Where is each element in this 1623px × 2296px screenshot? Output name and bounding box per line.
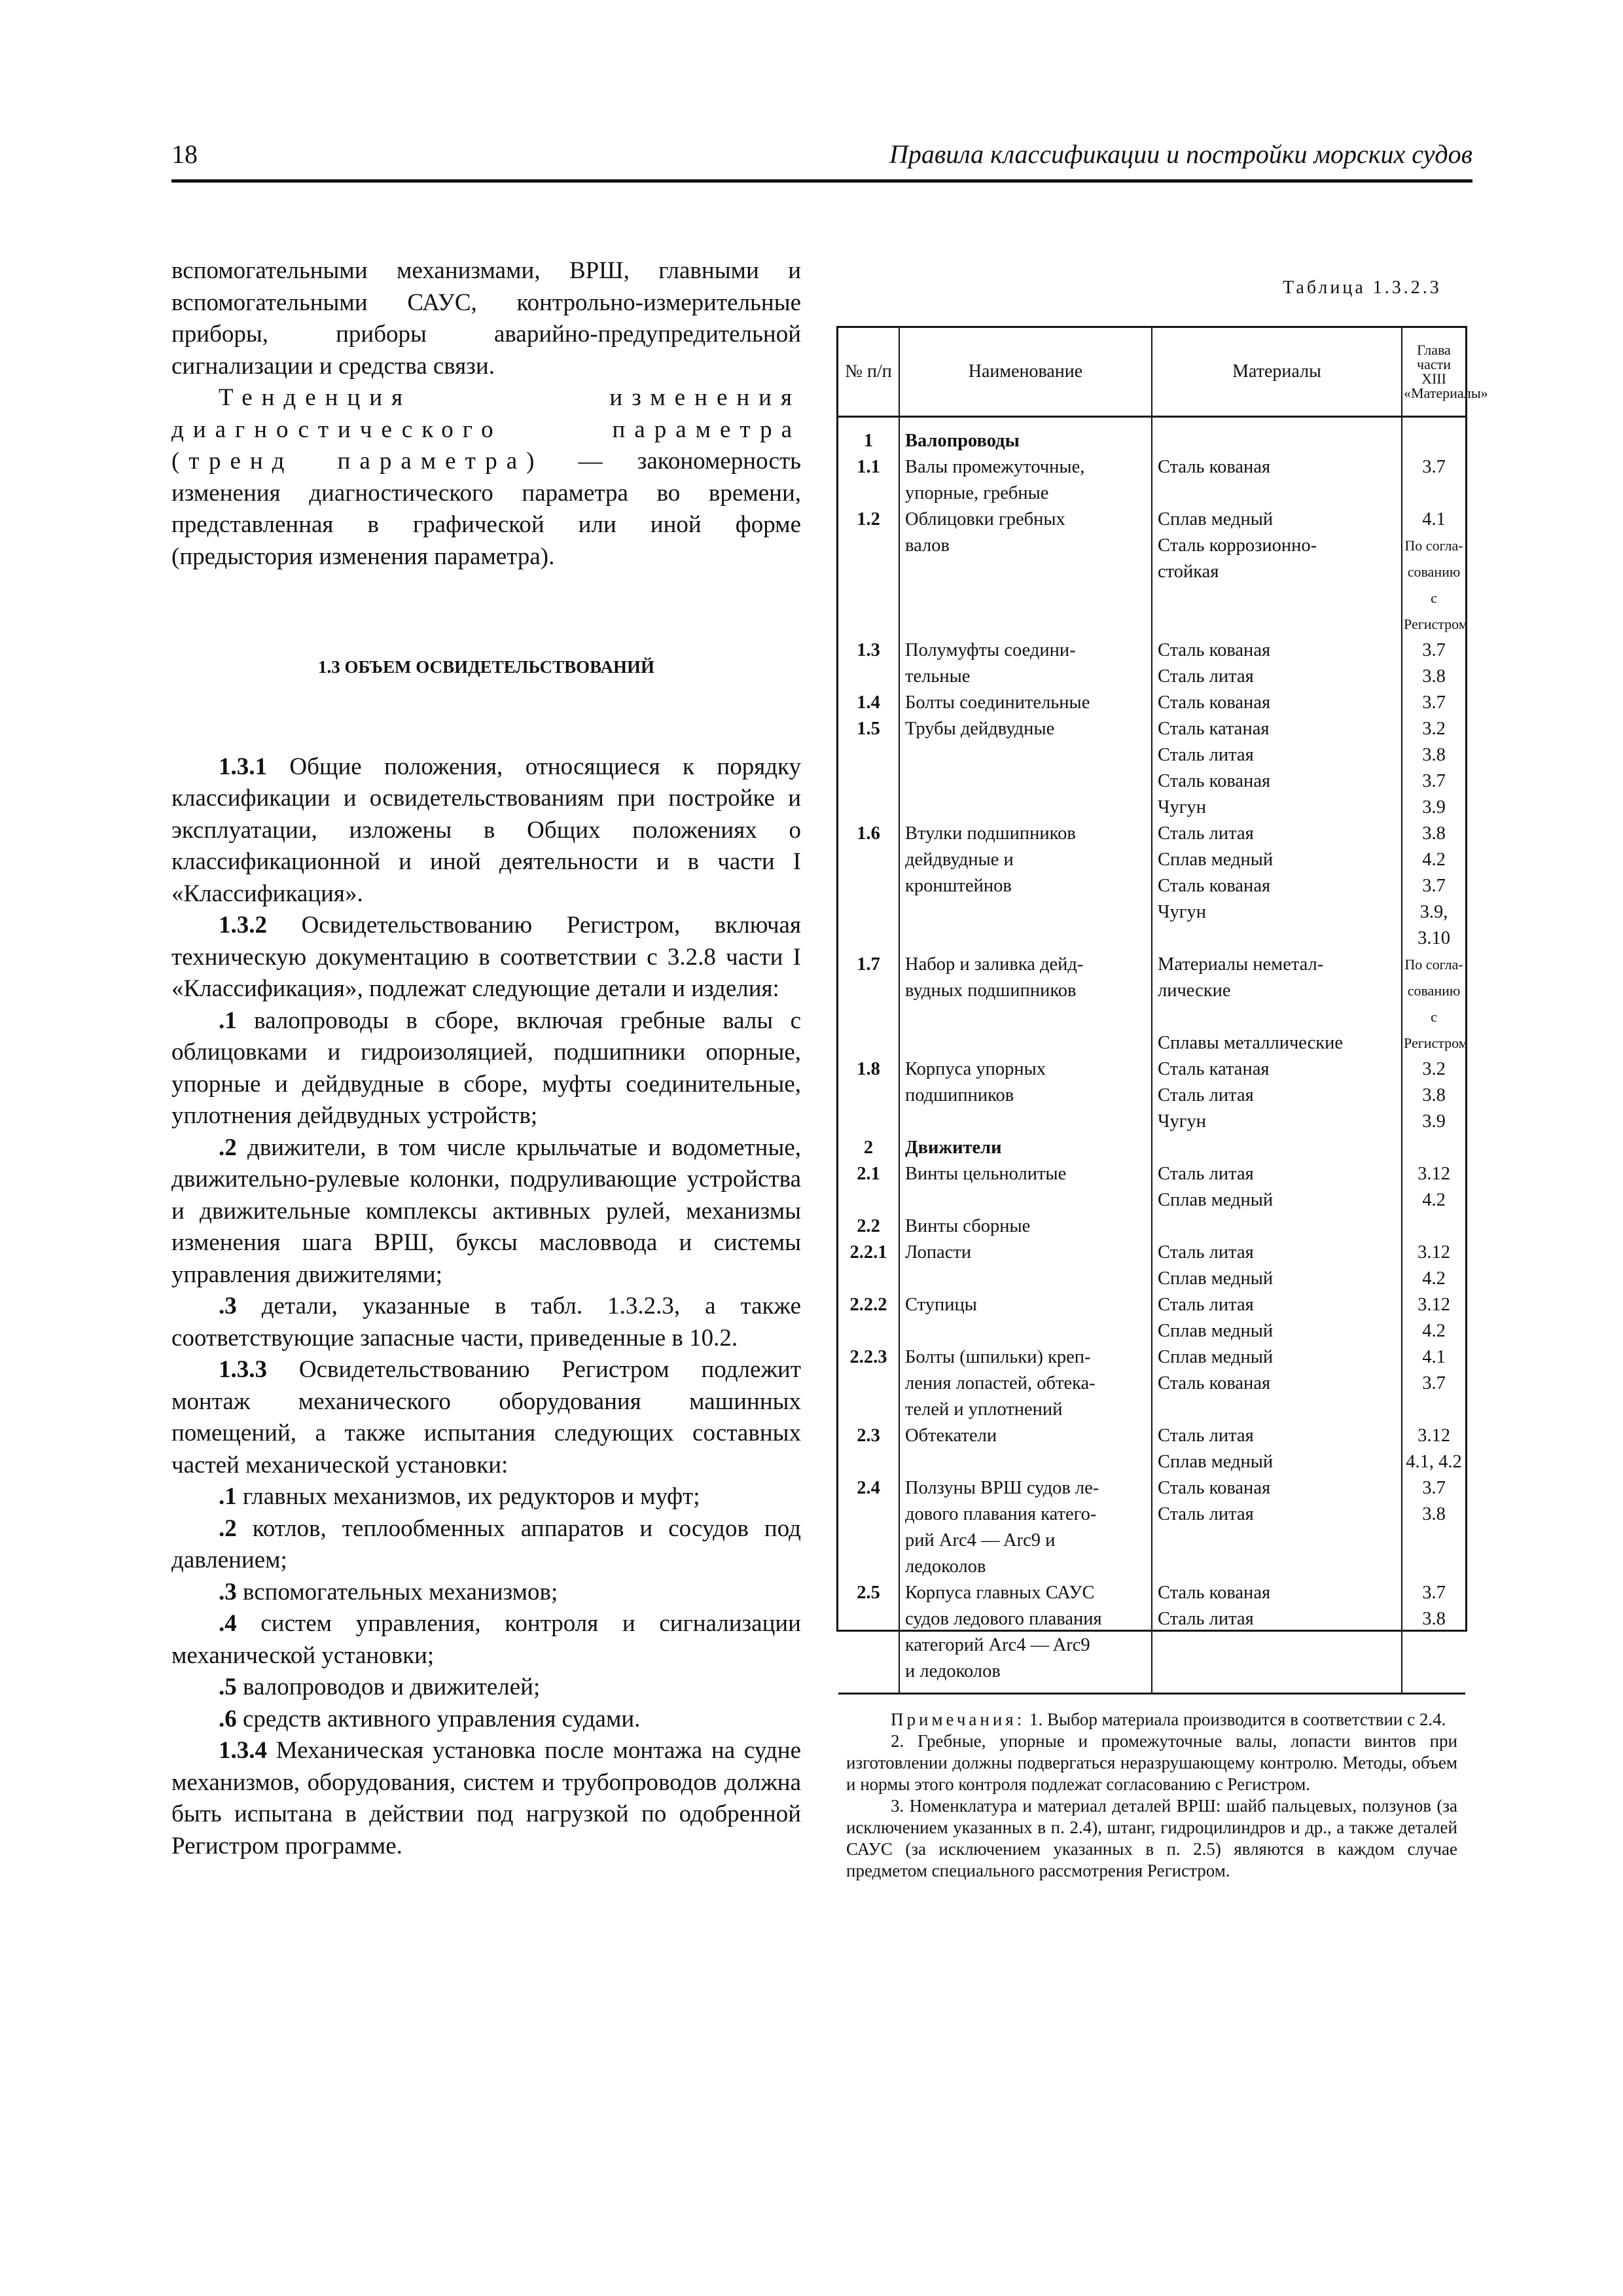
row-number [838, 664, 899, 690]
row-chapter: 4.2 [1422, 1268, 1446, 1289]
table-row [838, 480, 1465, 507]
row-material [1152, 480, 1402, 507]
row-name: упорные, гребные [899, 480, 1152, 507]
row-number [838, 899, 899, 952]
row-material: Сталь литая [1152, 1606, 1402, 1632]
row-name: категорий Arc4 — Arc9 [899, 1632, 1152, 1659]
table-row [838, 1397, 1465, 1423]
table-row [838, 690, 1465, 716]
row-number: 1.3 [838, 637, 899, 664]
table-row [838, 795, 1465, 821]
row-chapter: 3.12 [1418, 1242, 1450, 1263]
table-row [838, 637, 1465, 664]
list-item: .6 средств активного управления судами. [219, 1705, 641, 1732]
table-row [838, 1606, 1465, 1632]
table-row [838, 559, 1465, 611]
row-number [838, 978, 899, 1030]
row-number: 2.2.1 [838, 1240, 899, 1266]
row-chapter: По согла- [1404, 956, 1463, 973]
row-number: 2.2.2 [838, 1292, 899, 1318]
row-material: Чугун [1152, 795, 1402, 821]
row-name: подшипников [899, 1083, 1152, 1109]
row-chapter: 3.7 [1422, 457, 1446, 477]
row-material [1152, 417, 1402, 455]
row-name: рий Arc4 — Arc9 и [899, 1528, 1152, 1554]
note: 3. Номенклатура и материал деталей ВРШ: шайб пальцевых, ползунов (за исключением указанных в п. 2.4), штанг, гидроцилиндров и др., а также деталей САУС (за исключением указанных в п. 2.5) являются в каждом случае предметом специального рассмотрения Регистром. [846, 1796, 1457, 1880]
row-material: Сталь литая [1152, 1240, 1402, 1266]
row-chapter: 3.8 [1422, 823, 1446, 844]
row-chapter: 3.12 [1418, 1295, 1450, 1315]
paragraph: 1.3.4 Механическая установка после монтажа на судне механизмов, оборудования, систем и трубопроводов должна быть испытана в действии под нагрузкой по одобренной Регистром программе. [171, 1737, 801, 1859]
clause-number: 1.3.4 [219, 1737, 267, 1764]
row-material: Сталь литая [1152, 821, 1402, 847]
row-number: 1.8 [838, 1056, 899, 1083]
list-item: .3 вспомогательных механизмов; [219, 1578, 558, 1605]
table-row [838, 1135, 1465, 1161]
row-chapter: 4.2 [1422, 850, 1446, 870]
table-row [838, 1161, 1465, 1187]
table-row [838, 1318, 1465, 1344]
row-name: Обтекатели [899, 1423, 1152, 1449]
note: Примечания: 1. Выбор материала производится в соответствии с 2.4. [891, 1710, 1446, 1729]
row-chapter [1402, 1213, 1465, 1240]
row-material [1152, 1213, 1402, 1240]
row-name [899, 1030, 1152, 1056]
table-row [838, 847, 1465, 873]
clause-number: 1.3.3 [219, 1356, 267, 1383]
table-row [838, 1266, 1465, 1292]
list-item: .2 движители, в том числе крыльчатые и водометные, движительно-рулевые колонки, подруливающие устройства и движительные комплексы активных рулей, механизмы изменения шага ВРШ, буксы масловвода и системы управления движителями; [171, 1134, 801, 1288]
row-chapter: 3.8 [1422, 1085, 1446, 1105]
paragraph: вспомогательными механизмами, ВРШ, главными и вспомогательными САУС, контрольно-измерительные приборы, приборы аварийно-предупредительной сигнализации и средства связи. [171, 257, 801, 380]
table-row [838, 716, 1465, 742]
row-number [838, 768, 899, 795]
table-row [838, 1501, 1465, 1528]
table-notes [838, 1693, 1465, 1888]
row-name [899, 899, 1152, 952]
table-row [838, 1187, 1465, 1213]
row-number: 2.3 [838, 1423, 899, 1449]
row-material: Сплав медный [1152, 847, 1402, 873]
list-item: .5 валопроводов и движителей; [219, 1674, 541, 1700]
section-title: 1.3 ОБЪЕМ ОСВИДЕТЕЛЬСТВОВАНИЙ [318, 657, 654, 677]
row-name: Винты цельнолитые [899, 1161, 1152, 1187]
table-row [838, 821, 1465, 847]
row-number [838, 611, 899, 637]
table-body [838, 417, 1468, 1693]
row-material: Сплав медный [1152, 1344, 1402, 1371]
row-name: Лопасти [899, 1240, 1152, 1266]
row-material: Сталь кованая [1152, 1371, 1402, 1397]
row-name: кронштейнов [899, 873, 1152, 899]
row-chapter: По согла- [1404, 537, 1463, 554]
table-row [838, 1371, 1465, 1397]
row-chapter: 4.2 [1422, 1321, 1446, 1341]
table-row [838, 1554, 1465, 1580]
table-row [838, 978, 1465, 1030]
row-chapter [1402, 1135, 1465, 1161]
row-name: судов ледового плавания [899, 1606, 1152, 1632]
row-chapter: 3.8 [1422, 1609, 1446, 1629]
row-material [1152, 1632, 1402, 1659]
row-name: вудных подшипников [899, 978, 1152, 1030]
row-chapter: 4.1, 4.2 [1406, 1452, 1462, 1472]
row-chapter: 3.9 [1422, 1111, 1446, 1132]
list-item: .1 главных механизмов, их редукторов и муфт; [219, 1483, 700, 1510]
row-number [838, 1187, 899, 1213]
row-material: Сталь литая [1152, 1292, 1402, 1318]
table-row [838, 1083, 1465, 1109]
row-name: тельные [899, 664, 1152, 690]
row-material: Сталь литая [1152, 742, 1402, 768]
table-row [838, 1632, 1465, 1659]
row-name: дового плавания катего- [899, 1501, 1152, 1528]
row-number [838, 480, 899, 507]
row-name: и ледоколов [899, 1659, 1152, 1693]
page-header [171, 139, 1472, 183]
row-material: лические [1152, 978, 1402, 1030]
table-header-row [838, 328, 1465, 417]
row-number: 1.6 [838, 821, 899, 847]
table-row [838, 899, 1465, 952]
row-number: 2.4 [838, 1475, 899, 1501]
row-name [899, 742, 1152, 768]
row-number: 2.1 [838, 1161, 899, 1187]
row-number [838, 1449, 899, 1475]
row-material [1152, 1659, 1402, 1693]
note: 2. Гребные, упорные и промежуточные валы, лопасти винтов при изготовлении должны подвергаться неразрушающему контролю. Методы, объем и нормы этого контроля подлежат согласованию с Регистром. [846, 1731, 1457, 1794]
clause-number: 1.3.1 [219, 753, 267, 780]
header-chapter: Глава части XIII «Материалы» [1402, 328, 1465, 417]
row-material: Сплав медный [1152, 1266, 1402, 1292]
row-chapter: 3.7 [1422, 1373, 1446, 1393]
row-name [899, 559, 1152, 611]
paragraph: 1.3.1 Общие положения, относящиеся к порядку классификации и освидетельствованиям при постройке и эксплуатации, изложены в Общих положениях о классификационной и иной деятельности и в части I «Классификация». [171, 753, 801, 907]
table-row [838, 742, 1465, 768]
row-material: Сталь катаная [1152, 716, 1402, 742]
header-num: № п/п [838, 328, 899, 417]
row-number [838, 1632, 899, 1659]
row-name: ления лопастей, обтека- [899, 1371, 1152, 1397]
header-materials: Материалы [1152, 328, 1402, 417]
row-chapter [1402, 1554, 1465, 1580]
row-chapter: 3.8 [1422, 666, 1446, 687]
list-item: .1 валопроводы в сборе, включая гребные валы с облицовками и гидроизоляцией, подшипники опорные, упорные и дейдвудные в сборе, муфты соединительные, уплотнения дейдвудных устройств; [171, 1007, 801, 1129]
row-chapter: 3.2 [1422, 1059, 1446, 1079]
row-name: Набор и заливка дейд- [899, 952, 1152, 978]
running-title: Правила классификации и постройки морских судов [889, 139, 1472, 169]
row-number [838, 1109, 899, 1135]
row-chapter [1402, 1632, 1465, 1659]
table-row [838, 664, 1465, 690]
paragraph: 1.3.2 Освидетельствованию Регистром, включая техническую документацию в соответствии с 3.2.8 части I «Классификация», подлежат следующие детали и изделия: [171, 912, 801, 1002]
row-chapter: 4.1 [1422, 509, 1446, 529]
row-name [899, 768, 1152, 795]
row-name [899, 611, 1152, 637]
paragraph: 1.3.3 Освидетельствованию Регистром подлежит монтаж механического оборудования машинных помещений, а также испытания следующих составных частей механической установки: [171, 1356, 801, 1479]
row-number [838, 1371, 899, 1397]
row-material: Сталь кованая [1152, 1580, 1402, 1606]
table-row [838, 1423, 1465, 1449]
row-number: 1.7 [838, 952, 899, 978]
row-name: Ползуны ВРШ судов ле- [899, 1475, 1152, 1501]
table-row [838, 507, 1465, 533]
table-row [838, 1213, 1465, 1240]
list-item: .4 систем управления, контроля и сигнализации механической установки; [171, 1610, 801, 1669]
row-number: 1.5 [838, 716, 899, 742]
row-material: Сталь литая [1152, 1423, 1402, 1449]
row-chapter [1402, 1528, 1465, 1554]
table-row [838, 417, 1465, 455]
row-name: Болты (шпильки) креп- [899, 1344, 1152, 1371]
row-number: 2.2 [838, 1213, 899, 1240]
row-material [1152, 1397, 1402, 1423]
row-name: Ступицы [899, 1292, 1152, 1318]
row-material: Сталь литая [1152, 664, 1402, 690]
table-row [838, 1659, 1465, 1693]
row-chapter: сованию с [1407, 982, 1461, 1025]
row-name: Полумуфты соедини- [899, 637, 1152, 664]
row-number [838, 1528, 899, 1554]
row-material [1152, 611, 1402, 637]
row-number [838, 559, 899, 611]
materials-table [836, 326, 1488, 1880]
row-chapter [1402, 1659, 1465, 1693]
row-number [838, 533, 899, 559]
row-number [838, 1606, 899, 1632]
table-row [838, 611, 1465, 637]
row-number [838, 847, 899, 873]
row-number [838, 1083, 899, 1109]
table-row [838, 1056, 1465, 1083]
table-row [838, 1240, 1465, 1266]
table-caption: Таблица 1.3.2.3 [1283, 278, 1442, 298]
table-row [838, 873, 1465, 899]
row-chapter [1402, 1397, 1465, 1423]
list-item: .2 котлов, теплообменных аппаратов и сосудов под давлением; [171, 1515, 801, 1573]
table-row [838, 454, 1465, 480]
row-material: Чугун [1152, 899, 1402, 952]
table-row [838, 1344, 1465, 1371]
row-material [1152, 1528, 1402, 1554]
row-name: телей и уплотнений [899, 1397, 1152, 1423]
row-material: Сплав медный [1152, 1187, 1402, 1213]
row-name [899, 1449, 1152, 1475]
row-name: дейдвудные и [899, 847, 1152, 873]
row-name: Движители [899, 1135, 1152, 1161]
main-text-column [171, 255, 801, 1862]
page-number: 18 [171, 139, 198, 169]
row-number [838, 873, 899, 899]
table-row [838, 1528, 1465, 1554]
row-chapter: 4.2 [1422, 1190, 1446, 1210]
row-chapter: Регистром [1404, 1035, 1468, 1051]
row-material: Сплав медный [1152, 1318, 1402, 1344]
table-row [838, 1580, 1465, 1606]
row-material: Материалы неметал- [1152, 952, 1402, 978]
paragraph: Тенденция изменения диагностического параметра (тренд параметра) — закономерность изменения диагностического параметра во времени, представленная в графической или иной форме (предыстория изменения параметра). [171, 384, 801, 570]
row-name [899, 1109, 1152, 1135]
row-number [838, 1659, 899, 1693]
table-row [838, 1475, 1465, 1501]
row-chapter: 3.7 [1422, 692, 1446, 713]
row-name [899, 1187, 1152, 1213]
table-row [838, 533, 1465, 559]
row-name: Болты соединительные [899, 690, 1152, 716]
row-chapter: 4.1 [1422, 1347, 1446, 1367]
row-number: 1.2 [838, 507, 899, 533]
row-material: Сталь кованая [1152, 768, 1402, 795]
row-material [1152, 1554, 1402, 1580]
row-chapter [1402, 417, 1465, 455]
row-number: 1.4 [838, 690, 899, 716]
row-name: Корпуса главных САУС [899, 1580, 1152, 1606]
row-material: Сплавы металлические [1152, 1030, 1402, 1056]
table-row [838, 1030, 1465, 1056]
header-name: Наименование [899, 328, 1152, 417]
row-number [838, 1266, 899, 1292]
row-name: Трубы дейдвудные [899, 716, 1152, 742]
row-chapter: сованию с [1407, 564, 1461, 606]
row-chapter: 3.12 [1418, 1426, 1450, 1446]
row-chapter: 3.7 [1422, 640, 1446, 660]
row-number [838, 795, 899, 821]
row-material: Сталь кованая [1152, 873, 1402, 899]
list-item: .3 детали, указанные в табл. 1.3.2.3, а также соответствующие запасные части, приведенные в 10.2. [171, 1293, 801, 1352]
table-row [838, 1109, 1465, 1135]
row-material: Сплав медный [1152, 1449, 1402, 1475]
row-material: Сталь катаная [1152, 1056, 1402, 1083]
defined-term: Тенденция изменения диагностического параметра (тренд параметра) [171, 384, 801, 475]
row-name: Валопроводы [899, 417, 1152, 455]
table-row [838, 1292, 1465, 1318]
row-material: Сталь литая [1152, 1083, 1402, 1109]
row-number: 1 [838, 417, 899, 455]
table-row [838, 1449, 1465, 1475]
row-material: Чугун [1152, 1109, 1402, 1135]
row-name: Валы промежуточные, [899, 454, 1152, 480]
row-chapter: 3.2 [1422, 719, 1446, 739]
row-name: Облицовки гребных [899, 507, 1152, 533]
row-number: 2 [838, 1135, 899, 1161]
row-name [899, 1318, 1152, 1344]
row-material: Сталь кованая [1152, 690, 1402, 716]
row-chapter: 3.8 [1422, 1504, 1446, 1524]
row-number [838, 1030, 899, 1056]
row-material: Сталь кованая [1152, 637, 1402, 664]
row-number [838, 742, 899, 768]
row-chapter: 3.9 [1422, 797, 1446, 817]
row-number [838, 1318, 899, 1344]
row-name: ледоколов [899, 1554, 1152, 1580]
row-chapter: 3.7 [1422, 1478, 1446, 1498]
row-material: Сплав медный [1152, 507, 1402, 533]
row-material: Сталь коррозионно- [1152, 533, 1402, 559]
row-chapter: 3.7 [1422, 876, 1446, 896]
row-chapter: Регистром [1404, 616, 1468, 632]
row-material: стойкая [1152, 559, 1402, 611]
row-chapter: 3.9, 3.10 [1418, 902, 1450, 948]
row-chapter [1402, 480, 1465, 507]
row-number [838, 1501, 899, 1528]
row-number: 2.5 [838, 1580, 899, 1606]
row-number: 2.2.3 [838, 1344, 899, 1371]
row-name: Корпуса упорных [899, 1056, 1152, 1083]
row-material: Сталь кованая [1152, 1475, 1402, 1501]
clause-number: 1.3.2 [219, 912, 267, 939]
row-material: Сталь литая [1152, 1501, 1402, 1528]
notes-label: Примечания: [891, 1710, 1026, 1729]
row-number: 1.1 [838, 454, 899, 480]
row-material: Сталь кованая [1152, 454, 1402, 480]
row-material [1152, 1135, 1402, 1161]
row-number [838, 1397, 899, 1423]
row-chapter: 3.7 [1422, 1583, 1446, 1603]
row-chapter: 3.8 [1422, 745, 1446, 765]
row-name: валов [899, 533, 1152, 559]
materials-table-grid [838, 328, 1488, 1693]
row-chapter: 3.7 [1422, 771, 1446, 791]
row-name: Втулки подшипников [899, 821, 1152, 847]
table-row [838, 768, 1465, 795]
row-name [899, 1266, 1152, 1292]
row-name [899, 795, 1152, 821]
row-chapter: 3.12 [1418, 1164, 1450, 1184]
row-material: Сталь литая [1152, 1161, 1402, 1187]
row-name: Винты сборные [899, 1213, 1152, 1240]
row-number [838, 1554, 899, 1580]
table-row [838, 952, 1465, 978]
